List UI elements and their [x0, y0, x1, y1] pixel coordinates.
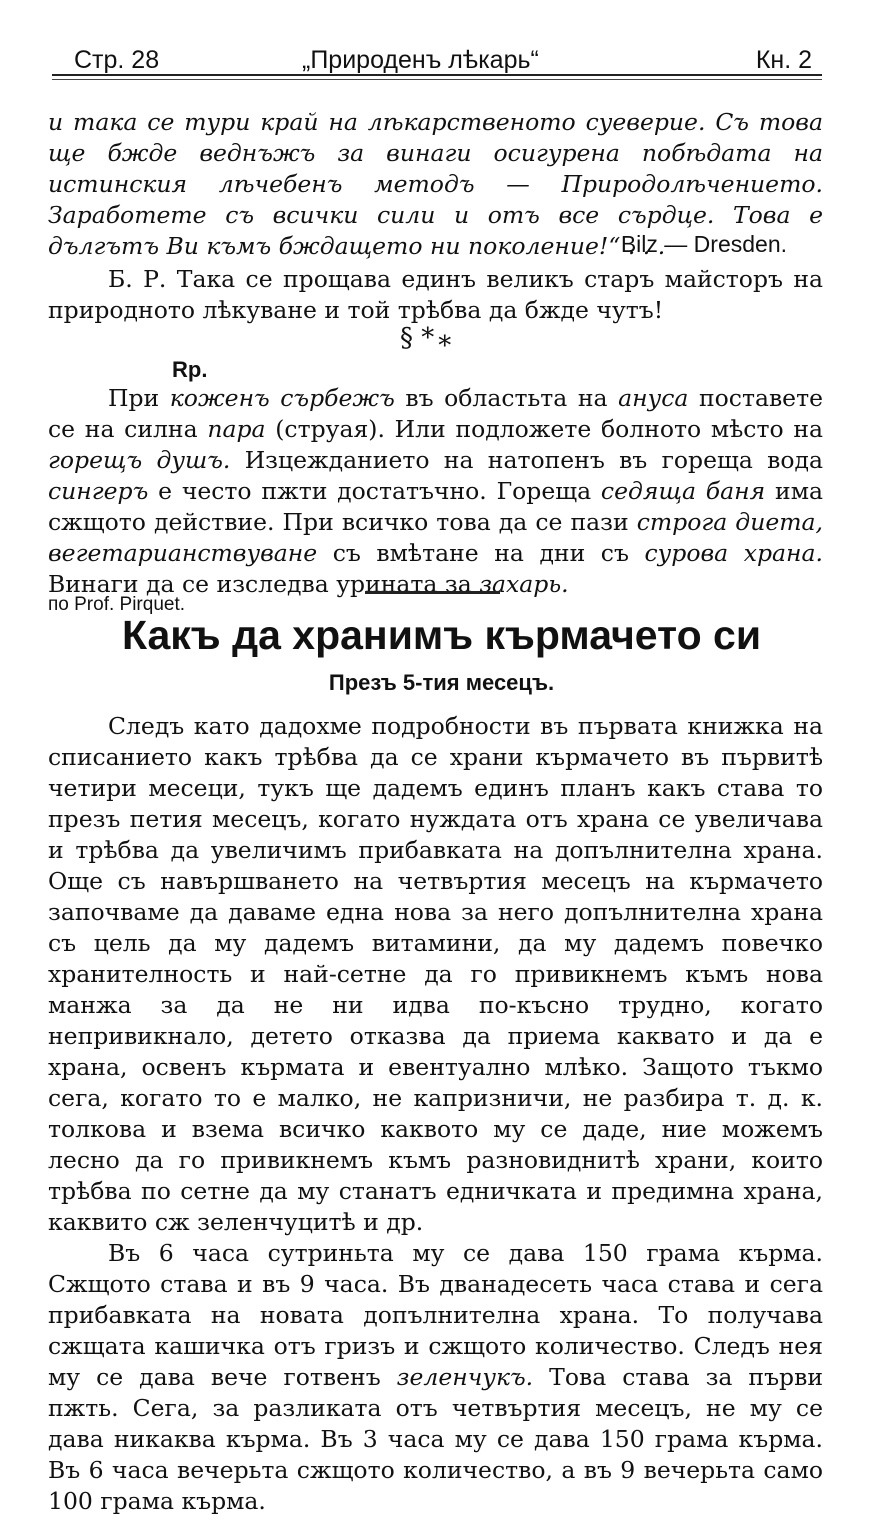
signature-row: [48, 231, 823, 262]
article-subtitle: Презъ 5-тия месецъ.: [328, 670, 555, 695]
article-text-run: Въ 6 часа сутриньта му се дава 150 грама кърма. Сжщото става и въ 9 часа. Въ дванадесеть часа става и сега прибавката на новата допълнителна храна. То получава сжщата кашичка отъ гризъ и сжщото количество. Следъ нея му се дава вече готвенъ: [48, 1239, 823, 1391]
recipe-text-run: съ вмѣтане на дни съ: [317, 539, 645, 567]
separator-rule: [365, 591, 500, 594]
recipe-text-run: е често пжти достатъчно. Гореща: [148, 477, 601, 505]
article-text-run: Това става за първи пжть. Сега, за разликата отъ четвъртия месецъ, не му се дава никаква кърма. Въ 3 часа му се дава 150 грама кърма. Въ 6 часа вечерьта сжщото количество, а въ 9 вечерьта само 100 грама кърма.: [48, 1363, 823, 1515]
editor-note: Б. Р. Така се прощава единъ великъ старъ майсторъ на природното лѣкуване и той трѣбва да бжде чутъ!: [48, 265, 823, 324]
intro-quote: и така се тури край на лѣкарственото суеверие. Съ това ще бжде веднъжъ за винаги осигурена побѣдата на истинския лѣчебенъ методъ — Природолѣчението. Заработете съ всички сили и отъ все сърдце. Това е дългътъ Ви къмъ бждащето ни поколение!“ . . .: [48, 108, 823, 260]
intro-block: [48, 107, 823, 326]
article-author: по Prof. Pirquet.: [48, 594, 186, 615]
article-body: [48, 711, 823, 1517]
header-rule: [52, 74, 822, 76]
section-mark: § *: [400, 323, 435, 353]
recipe-text-italic-run: ануса: [618, 384, 689, 412]
issue-number: Кн. 2: [755, 46, 812, 74]
article-text-italic-run: зеленчукъ.: [396, 1363, 534, 1391]
section-symbols: [400, 323, 452, 361]
recipe-text-run: поставете се на силна: [48, 384, 823, 443]
recipe-text-italic-run: сингеръ: [48, 477, 149, 505]
recipe-text-run: При: [108, 384, 170, 412]
recipe-text-italic-run: пара: [207, 415, 266, 443]
header-rule-thin: [52, 79, 822, 80]
recipe-paragraph: [48, 383, 823, 600]
recipe-block: [48, 383, 823, 600]
journal-title: „Природенъ лѣкарь“: [302, 46, 539, 74]
recipe-text-italic-run: строга диета, вегетарианствуване: [48, 508, 823, 567]
article-title: Какъ да хранимъ кърмачето си: [121, 612, 762, 658]
recipe-heading: Rp.: [172, 357, 208, 382]
page-number: Стр. 28: [74, 46, 160, 74]
recipe-text-run: (струая). Или подложете болното мѣсто на: [265, 415, 823, 443]
recipe-text-run: Винаги да се изследва урината за: [48, 570, 480, 598]
signature: Bilz — Dresden.: [620, 231, 787, 257]
recipe-text-italic-run: сурова храна.: [644, 539, 823, 567]
recipe-text-run: има сжщото действие. При всичко това да се пази: [48, 477, 823, 536]
recipe-text-run: Изцежданието на натопенъ въ гореща вода: [230, 446, 823, 474]
recipe-text-italic-run: коженъ сърбежъ: [169, 384, 395, 412]
recipe-text-italic-run: горещъ душъ.: [48, 446, 231, 474]
article-paragraph-1: Следъ като дадохме подробности въ първата книжка на списанието какъ трѣбва да се храни кърмачето въ първитѣ четири месеци, тукъ ще дадемъ единъ планъ какъ става то презъ петия месецъ, когато нуждата отъ храна се увеличава и трѣбва да увеличимъ прибавката на допълнителна храна. Още съ навършването на четвъртия месецъ на кърмачето започваме да даваме една нова за него допълнителна храна съ цель да му дадемъ витамини, да му дадемъ повечко хранителность и най-сетне да го привикнемъ къмъ нова манжа за да не ни идва по-късно трудно, когато непривикнало, детето отказва да приема каквато и да е храна, освенъ кърмата и евентуално млѣко. Защото тъкмо сега, когато то е малко, не капризничи, не разбира т. д. к. толкова и взема всичко каквото му се даде, ние можемъ лесно да го привикнемъ къмъ разновиднитѣ храни, които трѣбва по сетне да му станатъ едничката и предимна храна, каквито сж зеленчуцитѣ и др.: [48, 712, 823, 1236]
recipe-text-italic-run: захарь.: [479, 570, 569, 598]
recipe-text-run: въ областьта на: [394, 384, 619, 412]
asterisk-mark: *: [438, 331, 452, 361]
recipe-text-italic-run: седяща баня: [600, 477, 766, 505]
article-paragraph-2: [48, 1238, 823, 1517]
